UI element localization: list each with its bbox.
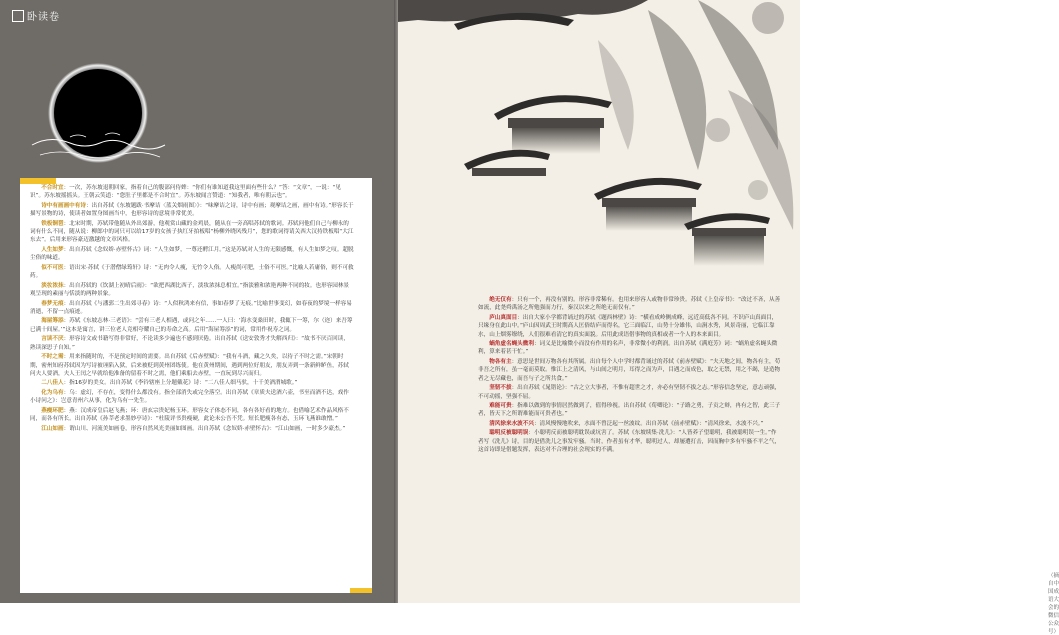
entry: 诗中有画画中有诗：出自苏轼《东坡题跋·书摩诘〈蓝关烟雨图〉》：“味摩诘之诗，诗中有画；观摩诘之画，画中有诗。”形容长于描写景物的诗，使读者如置身图画当中，也形容诗的意境非常优美。 [30,202,354,218]
entry: 淡妆浓抹：出自苏轼的《饮湖上初晴后雨》：“欲把西湖比西子，淡妆浓抹总相宜。”指淡雅和浓艳两种不同的妆。也形容园林景观呈现的素丽与恬淡的两种景象。 [30,282,350,298]
moon-cloud-illustration [30,115,170,175]
entry: 绝无仅有：只有一个，再没有别的。形容非常稀有。也用来形容人或物非常珍贵。苏轼《上皇帝书》：“改过不吝，从善如流，此尧舜禹汤之所勉强而力行，秦汉以来之所绝无而仅有。” [478,297,781,312]
left-page [0,0,398,603]
entry: 燕瘦环肥：燕：汉成帝皇后赵飞燕；环：唐玄宗贵妃杨玉环。形容女子体态不同，各有各好看的地方。也借喻艺术作品风格不同，而各有所长。出自苏轼《孙莘老求墨妙亭诗》：“杜陵评书贵瘦硬，此论未公吾不凭。短长肥瘦各有态，玉环飞燕谁敢憎。” [30,407,349,423]
entry: 蜗角虚名蝇头微利：词义是比喻微小而没有作用的名声，非常微小的利润。出自苏轼《满庭芳》词：“蜗角虚名蝇头微利，算来着甚干忙。” [478,341,778,356]
entry: 聪明反被聪明误：小聪明反而被聪明耽误或坑害了。苏轼《东坡续集·洗儿》：“人皆养子望聪明，我被聪明误一生。”作者写《洗儿》诗，目的是借洗儿之事发牢骚。当时，作者虽有才华，聪明过人，却屡遭打击，因而胸中多有牢骚不平之气，这首诗即是借题发挥，表达对不合理的社会现实的不满。 [478,430,781,454]
left-text-box [20,178,372,593]
entry: 似不可医：语出宋·苏轼《于潜僧绿筠轩》诗：“无肉令人瘦，无竹令人俗。人瘦尚可肥，士俗不可医。”比喻人若庸俗，则不可救药。 [30,264,354,280]
left-entries [30,184,354,434]
entry: 庐山真面目：出自大家小学都背诵过的苏轼《题西林壁》诗：“横看成岭侧成峰，远近高低各不同。不识庐山真面目，只缘身在此山中。”庐山因周武王时期高人匡俗结庐而得名，它三面临江，山势十分雄伟，山涧水秀，风景奇丽，它临江靠水，山上烟雾缭绕，人们很难看清它的真实面貌。后用此成语借事物的真相或者一个人的本来面目。 [478,314,778,338]
pavilion-illustration [398,0,800,290]
entry: 言读不厌：形容诗文或书籍写得非常好，不论读多少遍也不感到厌倦。出自苏轼《送安敦秀才失解西归》：“故书不厌百回读，熟读深思子自知。” [30,336,349,351]
brand-logo [12,8,60,23]
source-credit: （摘自中国成语大会的微信公众号） [1048,573,1059,635]
entry: 物各有主：意思是世间万物各有其所属。出自每个人中学时都背诵过的苏轼《前赤壁赋》：“夫天地之间，物各有主，苟非吾之所有，虽一毫而莫取。惟江上之清风，与山间之明月，耳得之而为声，目遇之而成色，取之无禁，用之不竭，是造物者之无尽藏也，而吾与子之所共食。” [478,358,781,382]
entry: 难能可贵：指难以做到的事情居然做到了，值得珍视。出自苏轼《荀卿论》：“子路之勇，子贡之辩，冉有之智，此三子者，皆天下之所谓难能而可贵者也。” [478,403,781,418]
right-entries [478,296,782,456]
entry: 人生如梦：出自苏轼《念奴娇·赤壁怀古》词：“人生如梦，一尊还酹江月。”这是苏轼对人生的无限感慨，有人生如梦之叹。超脱尘俗的味道。 [30,246,354,262]
entry: 铁板铜琶：北宋时期，苏轼带他随从外出郊游，他观赏山藏的金鸡晨，随从在一旁高唱苏轼的歌词。苏轼问他们自己与柳永的词有什么不同，随从说：柳郎中的词只可以给17岁的女孩子执红牙拍板唱“杨柳外晓风残月”，您的歌词得请关西大汉持铁板唱“大江东去”。后用来形容豪迈激越的文章风格。 [30,220,354,244]
entry: 化为乌有：乌：虚幻，不存在，变得什么都没有。指全部消失或完全落空。出自苏轼《章质夫送酒六壶，书至而酒不达，戏作小诗问之》：岂意青州六从事，化为乌有一先生。 [30,389,349,405]
entry: 春梦无痕：出自苏轼《与潘郭二生出郊寻春》诗：“人似秋鸿来有信，事如春梦了无痕。”比喻世事变幻，如春夜的梦境一样容易消逝，不留一点痕迹。 [30,300,352,315]
entry: 江山如画：谓山川、河流美如画卷，形容自然风光美丽如图画。出自苏轼《念奴娇·赤壁怀古》：“江山如画，一时多少豪杰。” [41,425,346,432]
brand-mark-icon [12,10,24,22]
entry: 不合时宜：一次，苏东坡退朝回家，指着自己的腹部问侍婢：“你们有谁知道我这里面有些什么？”答：“文章”，一说：“见识”。苏东坡摇摇头。王朝云笑道：“您肚子里都是不合时宜”。苏东坡闻言赞道：“知我者，唯有朝云也”。 [30,185,341,200]
entry: 坚韧不拔：出自苏轼《晁错论》：“古之立大事者，不惟有超世之才，亦必有坚韧不拔之志。”形容信念坚定，意志顽强，不可动摇，坚强不屈。 [478,385,781,400]
entry: 二八佳人：指16岁的美女。出自苏轼《李钤辖座上分题戴花》诗：“二八佳人细马驮，十千美酒渭城歌。” [41,380,298,387]
entry: 海屋筹添：苏轼《东坡志林·三老语》：“尝有三老人相遇，或问之年……一人曰：‘海水变桑田时，我辄下一筹，尔（迩）来吾筹已满十间屋。’”这本是寓言，讲三位老人竞相夸耀自己的寿命之高。后用“海屋筹添”的词，常用作祝寿之词。 [30,318,353,333]
accent-bar [350,588,372,593]
entry: 清风徐来水波不兴：清风慢慢地吹来，水面不曾泛起一丝波纹。出自苏轼《前赤壁赋》：“清风徐来，水波不兴。” [489,420,764,427]
entry: 不时之需：用来指随时的，不是预定时间的需要。出自苏轼《后赤壁赋》：“我有斗酒，藏之久矣，以待子不时之需。”宋朝时期，密州知府苏轼因为写诗被诬陷入狱，后来被贬到黄州团练使。他在黄州期间，遇到两位好朋友，朋友弄到一条新鲜鲈鱼，苏轼问夫人要酒，夫人王闰之早就给他准备的留着不时之需，他们乘船去赤壁，一直玩到尽兴而归。 [30,354,349,377]
brand-text: 卧读卷 [27,12,60,23]
